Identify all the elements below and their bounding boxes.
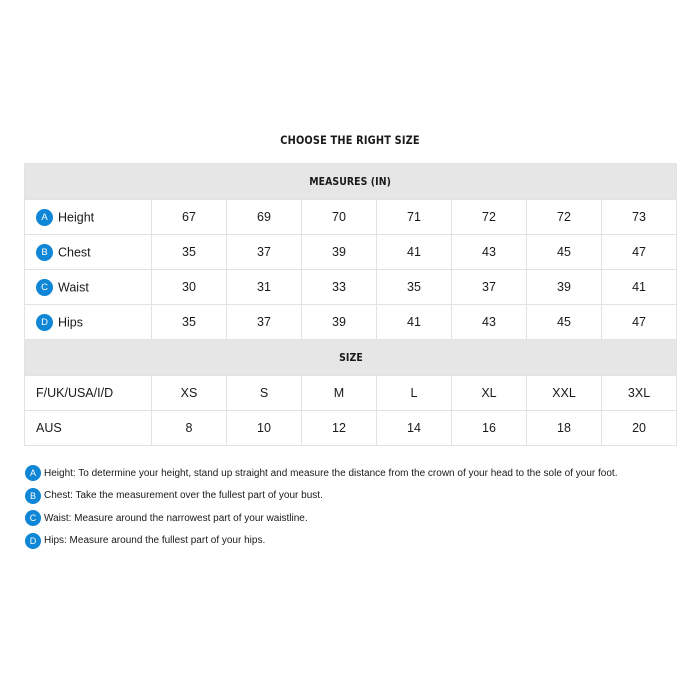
note-text: Height: To determine your height, stand up straight and measure the distance from the crown of your head to the sole of your foot.: [44, 467, 618, 479]
table-cell: S: [227, 376, 302, 411]
table-cell: 3XL: [602, 376, 677, 411]
row-label-aus: AUS: [25, 411, 152, 446]
table-cell: 35: [152, 305, 227, 340]
row-label-text: Waist: [58, 280, 89, 294]
measure-row-waist: [25, 270, 677, 305]
row-label-height: [25, 200, 152, 235]
badge-c-icon: C: [25, 510, 41, 526]
table-cell: 45: [527, 305, 602, 340]
table-cell: 39: [527, 270, 602, 305]
table-cell: 67: [152, 200, 227, 235]
row-label-text: Height: [58, 210, 95, 224]
table-cell: 41: [377, 305, 452, 340]
badge-d-icon: D: [36, 314, 53, 331]
table-cell: 70: [302, 200, 377, 235]
badge-c-icon: C: [36, 279, 53, 296]
badge-d-icon: D: [25, 533, 41, 549]
table-cell: XXL: [527, 376, 602, 411]
badge-b-icon: B: [25, 488, 41, 504]
table-cell: 39: [302, 305, 377, 340]
row-label-hips: [25, 305, 152, 340]
table-cell: 43: [452, 305, 527, 340]
table-cell: 20: [602, 411, 677, 446]
row-label-text: Hips: [58, 315, 84, 329]
table-cell: 31: [227, 270, 302, 305]
table-cell: 73: [602, 200, 677, 235]
table-cell: XL: [452, 376, 527, 411]
table-cell: 35: [152, 235, 227, 270]
measure-row-chest: [25, 235, 677, 270]
row-label-international: F/UK/USA/I/D: [25, 376, 152, 411]
table-cell: 47: [602, 235, 677, 270]
table-cell: 37: [452, 270, 527, 305]
note-text: Chest: Take the measurement over the fullest part of your bust.: [44, 490, 323, 502]
table-cell: L: [377, 376, 452, 411]
note-text: Waist: Measure around the narrowest part of your waistline.: [44, 512, 308, 524]
table-cell: 41: [602, 270, 677, 305]
table-cell: 39: [302, 235, 377, 270]
size-chart-table: [24, 163, 677, 446]
table-cell: 37: [227, 235, 302, 270]
note-chest: [25, 485, 685, 508]
table-cell: 72: [452, 200, 527, 235]
row-label-text: Chest: [58, 245, 91, 259]
table-cell: 8: [152, 411, 227, 446]
badge-a-icon: A: [36, 209, 53, 226]
measures-header: MEASURES (IN): [25, 164, 677, 200]
table-cell: 35: [377, 270, 452, 305]
table-cell: 43: [452, 235, 527, 270]
table-cell: 45: [527, 235, 602, 270]
badge-b-icon: B: [36, 244, 53, 261]
table-cell: 47: [602, 305, 677, 340]
row-label-chest: [25, 235, 152, 270]
table-cell: 69: [227, 200, 302, 235]
page-title: CHOOSE THE RIGHT SIZE: [280, 133, 420, 147]
table-cell: 37: [227, 305, 302, 340]
table-cell: 14: [377, 411, 452, 446]
size-row-aus: [25, 411, 677, 446]
measures-header-row: [25, 164, 677, 200]
table-cell: 18: [527, 411, 602, 446]
table-cell: 72: [527, 200, 602, 235]
note-text: Hips: Measure around the fullest part of your hips.: [44, 535, 266, 547]
size-header-row: [25, 340, 677, 376]
size-header: SIZE: [25, 340, 677, 376]
table-cell: 30: [152, 270, 227, 305]
note-waist: [25, 507, 685, 530]
measure-row-hips: [25, 305, 677, 340]
size-row-international: [25, 376, 677, 411]
table-cell: M: [302, 376, 377, 411]
table-cell: 12: [302, 411, 377, 446]
table-cell: 41: [377, 235, 452, 270]
note-hips: [25, 530, 685, 553]
measurement-notes: [25, 462, 685, 552]
table-cell: 71: [377, 200, 452, 235]
measure-row-height: [25, 200, 677, 235]
table-cell: XS: [152, 376, 227, 411]
row-label-waist: [25, 270, 152, 305]
badge-a-icon: A: [25, 465, 41, 481]
table-cell: 33: [302, 270, 377, 305]
table-cell: 10: [227, 411, 302, 446]
note-height: [25, 462, 685, 485]
table-cell: 16: [452, 411, 527, 446]
